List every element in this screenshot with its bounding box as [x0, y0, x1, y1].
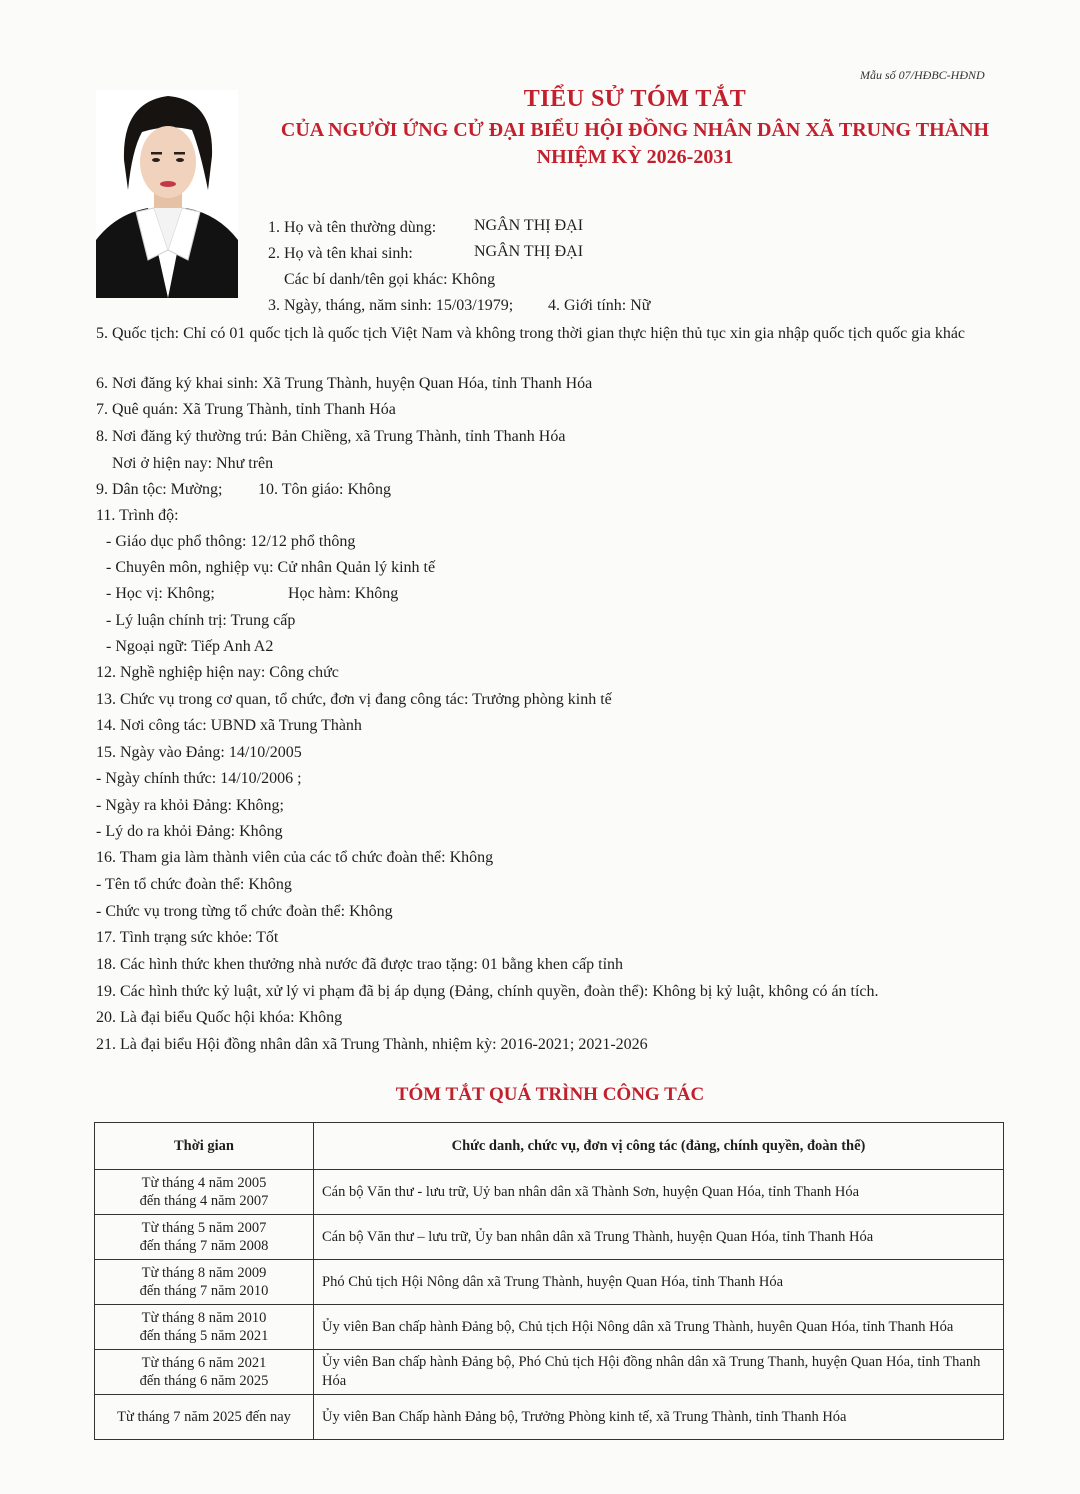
field-common-name-value: NGÂN THỊ ĐẠI — [474, 217, 584, 234]
field-position: 13. Chức vụ trong cơ quan, tổ chức, đơn vị đang công tác: Trưởng phòng kinh tế — [96, 691, 612, 708]
table-row — [95, 1170, 1004, 1215]
table-row — [95, 1395, 1004, 1440]
field-general-education: - Giáo dục phổ thông: 12/12 phổ thông — [106, 533, 356, 550]
work-history-table — [94, 1122, 1004, 1440]
table-row — [95, 1260, 1004, 1305]
field-party-leave-date: - Ngày ra khỏi Đảng: Không; — [96, 797, 284, 814]
field-academic-title: Học hàm: Không — [288, 585, 399, 602]
form-number: Mẫu số 07/HĐBC-HĐND — [860, 68, 985, 82]
table-row — [95, 1305, 1004, 1350]
period-from: Từ tháng 5 năm 2007 — [141, 1220, 267, 1236]
field-organization-name: - Tên tổ chức đoàn thể: Không — [96, 876, 292, 893]
document-subtitle: CỦA NGƯỜI ỨNG CỬ ĐẠI BIỂU HỘI ĐỒNG NHÂN DÂN XÃ TRUNG THÀNH — [280, 119, 990, 141]
field-council-terms: 21. Là đại biểu Hội đồng nhân dân xã Trung Thành, nhiệm kỳ: 2016-2021; 2021-2026 — [96, 1036, 648, 1053]
position-description: Cán bộ Văn thư – lưu trữ, Ủy ban nhân dân xã Trung Thành, huyện Quan Hóa, tỉnh Thanh Hóa — [314, 1215, 1004, 1260]
period-to: đến tháng 5 năm 2021 — [139, 1328, 269, 1344]
field-party-official-date: - Ngày chính thức: 14/10/2006 ; — [96, 770, 302, 787]
field-birth-name-value: NGÂN THỊ ĐẠI — [474, 243, 584, 260]
table-row — [95, 1350, 1004, 1395]
period-from: Từ tháng 8 năm 2010 — [141, 1310, 267, 1326]
field-birth-date: 3. Ngày, tháng, năm sinh: 15/03/1979; — [268, 297, 514, 314]
period-to: đến tháng 4 năm 2007 — [139, 1193, 269, 1209]
field-workplace: 14. Nơi công tác: UBND xã Trung Thành — [96, 717, 362, 734]
field-nationality: 5. Quốc tịch: Chỉ có 01 quốc tịch là quốc tịch Việt Nam và không trong thời gian thực hiện thủ tục xin gia nhập quốc tịch quốc gia khác — [96, 325, 966, 342]
field-religion: 10. Tôn giáo: Không — [258, 481, 392, 498]
field-common-name-label: 1. Họ và tên thường dùng: — [268, 219, 437, 236]
field-birth-registration: 6. Nơi đăng ký khai sinh: Xã Trung Thành, huyện Quan Hóa, tỉnh Thanh Hóa — [96, 375, 593, 392]
field-current-residence: Nơi ở hiện nay: Như trên — [112, 455, 274, 472]
field-party-join-date: 15. Ngày vào Đảng: 14/10/2005 — [96, 744, 302, 761]
field-awards: 18. Các hình thức khen thưởng nhà nước đã được trao tặng: 01 bằng khen cấp tỉnh — [96, 956, 624, 973]
field-birth-name-label: 2. Họ và tên khai sinh: — [268, 245, 413, 262]
field-discipline: 19. Các hình thức kỷ luật, xử lý vi phạm đã bị áp dụng (Đảng, chính quyền, đoàn thể): Không bị kỷ luật, không có án tích. — [96, 983, 879, 1000]
field-degree: - Học vị: Không; — [106, 585, 215, 602]
document-term: NHIỆM KỲ 2026-2031 — [536, 146, 734, 168]
field-political-theory: - Lý luận chính trị: Trung cấp — [106, 612, 296, 629]
work-history-title: TÓM TẮT QUÁ TRÌNH CÔNG TÁC — [395, 1084, 705, 1105]
field-occupation: 12. Nghề nghiệp hiện nay: Công chức — [96, 664, 339, 681]
position-description: Ủy viên Ban chấp hành Đảng bộ, Phó Chủ tịch Hội đồng nhân dân xã Trung Thanh, huyện Quan Hóa, tỉnh Thanh Hóa — [314, 1350, 1004, 1395]
period-to: đến tháng 7 năm 2010 — [139, 1283, 269, 1299]
field-hometown: 7. Quê quán: Xã Trung Thành, tỉnh Thanh Hóa — [96, 401, 396, 418]
period-from: Từ tháng 4 năm 2005 — [141, 1175, 267, 1191]
field-ethnicity: 9. Dân tộc: Mường; — [96, 481, 223, 498]
period-to: đến tháng 7 năm 2008 — [139, 1238, 269, 1254]
field-foreign-language: - Ngoại ngữ: Tiếp Anh A2 — [106, 638, 274, 655]
period-to: đến tháng 6 năm 2025 — [139, 1373, 269, 1389]
field-education-heading: 11. Trình độ: — [96, 507, 179, 524]
field-organization-position: - Chức vụ trong từng tổ chức đoàn thể: Không — [96, 903, 393, 920]
position-description: Ủy viên Ban chấp hành Đảng bộ, Chủ tịch Hội Nông dân xã Trung Thành, huyên Quan Hóa, tỉnh Thanh Hóa — [314, 1305, 1004, 1350]
position-description: Phó Chủ tịch Hội Nông dân xã Trung Thành, huyện Quan Hóa, tỉnh Thanh Hóa — [314, 1260, 1004, 1305]
document-title: TIỂU SỬ TÓM TẮT — [523, 86, 747, 112]
portrait-photo — [96, 90, 238, 298]
period-from: Từ tháng 8 năm 2009 — [141, 1265, 267, 1281]
column-header-time: Thời gian — [95, 1123, 314, 1170]
field-national-assembly: 20. Là đại biểu Quốc hội khóa: Không — [96, 1009, 343, 1026]
field-health: 17. Tình trạng sức khỏe: Tốt — [96, 929, 279, 946]
column-header-position: Chức danh, chức vụ, đơn vị công tác (đảng, chính quyền, đoàn thể) — [314, 1123, 1004, 1170]
field-mass-organizations: 16. Tham gia làm thành viên của các tổ chức đoàn thể: Không — [96, 849, 494, 866]
field-aliases: Các bí danh/tên gọi khác: Không — [284, 271, 496, 288]
field-specialization: - Chuyên môn, nghiệp vụ: Cử nhân Quản lý kinh tế — [106, 559, 436, 576]
field-party-leave-reason: - Lý do ra khỏi Đảng: Không — [96, 823, 283, 840]
field-gender: 4. Giới tính: Nữ — [548, 297, 651, 314]
position-description: Ủy viên Ban Chấp hành Đảng bộ, Trưởng Phòng kinh tế, xã Trung Thành, tỉnh Thanh Hóa — [314, 1395, 1004, 1440]
position-description: Cán bộ Văn thư - lưu trữ, Uỷ ban nhân dân xã Thành Sơn, huyện Quan Hóa, tỉnh Thanh Hóa — [314, 1170, 1004, 1215]
period-from: Từ tháng 7 năm 2025 đến nay — [117, 1409, 291, 1425]
field-permanent-residence: 8. Nơi đăng ký thường trú: Bản Chiềng, xã Trung Thành, tỉnh Thanh Hóa — [96, 428, 566, 445]
period-from: Từ tháng 6 năm 2021 — [141, 1355, 267, 1371]
table-row — [95, 1215, 1004, 1260]
